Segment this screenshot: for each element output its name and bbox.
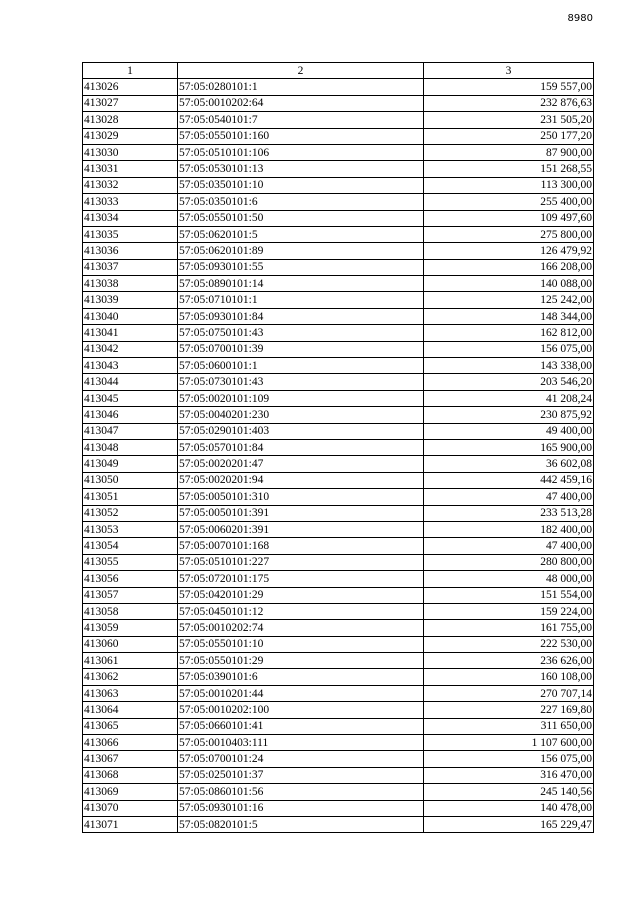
cadastral-number: 57:05:0510101:227 bbox=[178, 554, 424, 570]
cadastral-number: 57:05:0530101:13 bbox=[178, 161, 424, 177]
cadastral-value: 233 513,28 bbox=[424, 505, 594, 521]
cadastral-number: 57:05:0010202:64 bbox=[178, 95, 424, 111]
row-number: 413069 bbox=[83, 784, 178, 800]
cadastral-value: 227 169,80 bbox=[424, 702, 594, 718]
cadastral-value: 166 208,00 bbox=[424, 259, 594, 275]
cadastral-value: 165 229,47 bbox=[424, 816, 594, 832]
cadastral-value: 140 088,00 bbox=[424, 276, 594, 292]
cadastral-value: 245 140,56 bbox=[424, 784, 594, 800]
cadastral-number: 57:05:0010403:111 bbox=[178, 735, 424, 751]
cadastral-number: 57:05:0350101:10 bbox=[178, 177, 424, 193]
cadastral-value: 47 400,00 bbox=[424, 489, 594, 505]
row-number: 413041 bbox=[83, 325, 178, 341]
cadastral-value: 230 875,92 bbox=[424, 407, 594, 423]
cadastral-number: 57:05:0010201:44 bbox=[178, 685, 424, 701]
cadastral-number: 57:05:0930101:55 bbox=[178, 259, 424, 275]
cadastral-number: 57:05:0750101:43 bbox=[178, 325, 424, 341]
cadastral-value: 125 242,00 bbox=[424, 292, 594, 308]
table-row bbox=[83, 341, 594, 357]
row-number: 413068 bbox=[83, 767, 178, 783]
cadastral-value: 87 900,00 bbox=[424, 144, 594, 160]
cadastral-value: 270 707,14 bbox=[424, 685, 594, 701]
table-row bbox=[83, 374, 594, 390]
row-number: 413046 bbox=[83, 407, 178, 423]
row-number: 413042 bbox=[83, 341, 178, 357]
cadastral-number: 57:05:0020201:47 bbox=[178, 456, 424, 472]
row-number: 413051 bbox=[83, 489, 178, 505]
row-number: 413047 bbox=[83, 423, 178, 439]
cadastral-value: 442 459,16 bbox=[424, 472, 594, 488]
cadastral-number: 57:05:0280101:1 bbox=[178, 79, 424, 95]
row-number: 413049 bbox=[83, 456, 178, 472]
cadastral-number: 57:05:0350101:6 bbox=[178, 194, 424, 210]
column-header-2: 2 bbox=[178, 63, 424, 79]
cadastral-number: 57:05:0700101:24 bbox=[178, 751, 424, 767]
cadastral-value: 151 554,00 bbox=[424, 587, 594, 603]
table-row bbox=[83, 489, 594, 505]
row-number: 413028 bbox=[83, 112, 178, 128]
table-row bbox=[83, 95, 594, 111]
table-row bbox=[83, 177, 594, 193]
table-row bbox=[83, 718, 594, 734]
cadastral-value: 41 208,24 bbox=[424, 390, 594, 406]
table-row bbox=[83, 620, 594, 636]
table-row bbox=[83, 210, 594, 226]
table-row bbox=[83, 79, 594, 95]
registry-table bbox=[82, 62, 594, 833]
cadastral-number: 57:05:0060201:391 bbox=[178, 521, 424, 537]
table-row bbox=[83, 554, 594, 570]
row-number: 413026 bbox=[83, 79, 178, 95]
row-number: 413040 bbox=[83, 308, 178, 324]
table-row bbox=[83, 161, 594, 177]
row-number: 413039 bbox=[83, 292, 178, 308]
table-row bbox=[83, 521, 594, 537]
row-number: 413036 bbox=[83, 243, 178, 259]
cadastral-number: 57:05:0660101:41 bbox=[178, 718, 424, 734]
cadastral-number: 57:05:0450101:12 bbox=[178, 603, 424, 619]
cadastral-value: 160 108,00 bbox=[424, 669, 594, 685]
cadastral-value: 250 177,20 bbox=[424, 128, 594, 144]
row-number: 413034 bbox=[83, 210, 178, 226]
row-number: 413056 bbox=[83, 571, 178, 587]
table-row bbox=[83, 505, 594, 521]
column-header-1: 1 bbox=[83, 63, 178, 79]
table-row bbox=[83, 194, 594, 210]
row-number: 413065 bbox=[83, 718, 178, 734]
cadastral-number: 57:05:0730101:43 bbox=[178, 374, 424, 390]
cadastral-number: 57:05:0620101:89 bbox=[178, 243, 424, 259]
row-number: 413032 bbox=[83, 177, 178, 193]
cadastral-value: 232 876,63 bbox=[424, 95, 594, 111]
cadastral-number: 57:05:0550101:29 bbox=[178, 653, 424, 669]
row-number: 413053 bbox=[83, 521, 178, 537]
row-number: 413066 bbox=[83, 735, 178, 751]
table-row bbox=[83, 800, 594, 816]
cadastral-number: 57:05:0860101:56 bbox=[178, 784, 424, 800]
cadastral-value: 316 470,00 bbox=[424, 767, 594, 783]
table-row bbox=[83, 587, 594, 603]
table-row bbox=[83, 735, 594, 751]
cadastral-number: 57:05:0550101:50 bbox=[178, 210, 424, 226]
cadastral-number: 57:05:0290101:403 bbox=[178, 423, 424, 439]
row-number: 413031 bbox=[83, 161, 178, 177]
cadastral-value: 165 900,00 bbox=[424, 439, 594, 455]
row-number: 413044 bbox=[83, 374, 178, 390]
table-row bbox=[83, 308, 594, 324]
cadastral-value: 156 075,00 bbox=[424, 341, 594, 357]
cadastral-value: 156 075,00 bbox=[424, 751, 594, 767]
table-row bbox=[83, 685, 594, 701]
row-number: 413037 bbox=[83, 259, 178, 275]
cadastral-number: 57:05:0620101:5 bbox=[178, 226, 424, 242]
cadastral-value: 36 602,08 bbox=[424, 456, 594, 472]
cadastral-number: 57:05:0420101:29 bbox=[178, 587, 424, 603]
row-number: 413063 bbox=[83, 685, 178, 701]
table-row bbox=[83, 751, 594, 767]
table-body bbox=[83, 79, 594, 833]
cadastral-value: 159 557,00 bbox=[424, 79, 594, 95]
cadastral-number: 57:05:0550101:10 bbox=[178, 636, 424, 652]
cadastral-value: 159 224,00 bbox=[424, 603, 594, 619]
cadastral-number: 57:05:0390101:6 bbox=[178, 669, 424, 685]
cadastral-value: 1 107 600,00 bbox=[424, 735, 594, 751]
cadastral-value: 255 400,00 bbox=[424, 194, 594, 210]
table-row bbox=[83, 325, 594, 341]
cadastral-number: 57:05:0700101:39 bbox=[178, 341, 424, 357]
table-row bbox=[83, 128, 594, 144]
column-header-3: 3 bbox=[424, 63, 594, 79]
table-row bbox=[83, 358, 594, 374]
cadastral-number: 57:05:0570101:84 bbox=[178, 439, 424, 455]
row-number: 413060 bbox=[83, 636, 178, 652]
table-row bbox=[83, 226, 594, 242]
cadastral-value: 109 497,60 bbox=[424, 210, 594, 226]
cadastral-number: 57:05:0890101:14 bbox=[178, 276, 424, 292]
table-header-row bbox=[83, 63, 594, 79]
table-row bbox=[83, 423, 594, 439]
cadastral-number: 57:05:0550101:160 bbox=[178, 128, 424, 144]
row-number: 413064 bbox=[83, 702, 178, 718]
row-number: 413050 bbox=[83, 472, 178, 488]
table-row bbox=[83, 571, 594, 587]
cadastral-value: 203 546,20 bbox=[424, 374, 594, 390]
row-number: 413062 bbox=[83, 669, 178, 685]
table-row bbox=[83, 603, 594, 619]
table-row bbox=[83, 538, 594, 554]
table-row bbox=[83, 636, 594, 652]
row-number: 413052 bbox=[83, 505, 178, 521]
row-number: 413048 bbox=[83, 439, 178, 455]
cadastral-value: 148 344,00 bbox=[424, 308, 594, 324]
cadastral-number: 57:05:0710101:1 bbox=[178, 292, 424, 308]
cadastral-number: 57:05:0020101:109 bbox=[178, 390, 424, 406]
cadastral-value: 151 268,55 bbox=[424, 161, 594, 177]
cadastral-number: 57:05:0010202:74 bbox=[178, 620, 424, 636]
cadastral-number: 57:05:0020201:94 bbox=[178, 472, 424, 488]
cadastral-value: 113 300,00 bbox=[424, 177, 594, 193]
cadastral-value: 222 530,00 bbox=[424, 636, 594, 652]
table-row bbox=[83, 243, 594, 259]
row-number: 413061 bbox=[83, 653, 178, 669]
row-number: 413033 bbox=[83, 194, 178, 210]
cadastral-number: 57:05:0050101:310 bbox=[178, 489, 424, 505]
cadastral-number: 57:05:0540101:7 bbox=[178, 112, 424, 128]
row-number: 413043 bbox=[83, 358, 178, 374]
table-row bbox=[83, 767, 594, 783]
table-row bbox=[83, 259, 594, 275]
table-row bbox=[83, 292, 594, 308]
page-number: 8980 bbox=[567, 13, 593, 24]
cadastral-number: 57:05:0510101:106 bbox=[178, 144, 424, 160]
cadastral-number: 57:05:0930101:16 bbox=[178, 800, 424, 816]
cadastral-number: 57:05:0040201:230 bbox=[178, 407, 424, 423]
row-number: 413054 bbox=[83, 538, 178, 554]
table-row bbox=[83, 276, 594, 292]
table-row bbox=[83, 669, 594, 685]
cadastral-value: 161 755,00 bbox=[424, 620, 594, 636]
cadastral-number: 57:05:0720101:175 bbox=[178, 571, 424, 587]
row-number: 413071 bbox=[83, 816, 178, 832]
row-number: 413070 bbox=[83, 800, 178, 816]
row-number: 413038 bbox=[83, 276, 178, 292]
cadastral-value: 231 505,20 bbox=[424, 112, 594, 128]
cadastral-value: 47 400,00 bbox=[424, 538, 594, 554]
table-row bbox=[83, 816, 594, 832]
cadastral-number: 57:05:0070101:168 bbox=[178, 538, 424, 554]
cadastral-number: 57:05:0050101:391 bbox=[178, 505, 424, 521]
row-number: 413035 bbox=[83, 226, 178, 242]
cadastral-value: 311 650,00 bbox=[424, 718, 594, 734]
cadastral-value: 162 812,00 bbox=[424, 325, 594, 341]
cadastral-value: 236 626,00 bbox=[424, 653, 594, 669]
table-row bbox=[83, 390, 594, 406]
table-row bbox=[83, 144, 594, 160]
cadastral-number: 57:05:0250101:37 bbox=[178, 767, 424, 783]
cadastral-value: 182 400,00 bbox=[424, 521, 594, 537]
cadastral-number: 57:05:0820101:5 bbox=[178, 816, 424, 832]
cadastral-value: 140 478,00 bbox=[424, 800, 594, 816]
cadastral-value: 48 000,00 bbox=[424, 571, 594, 587]
cadastral-number: 57:05:0930101:84 bbox=[178, 308, 424, 324]
row-number: 413059 bbox=[83, 620, 178, 636]
row-number: 413027 bbox=[83, 95, 178, 111]
table-row bbox=[83, 112, 594, 128]
table-row bbox=[83, 456, 594, 472]
row-number: 413045 bbox=[83, 390, 178, 406]
row-number: 413067 bbox=[83, 751, 178, 767]
table-row bbox=[83, 407, 594, 423]
cadastral-value: 126 479,92 bbox=[424, 243, 594, 259]
row-number: 413030 bbox=[83, 144, 178, 160]
cadastral-number: 57:05:0010202:100 bbox=[178, 702, 424, 718]
cadastral-value: 143 338,00 bbox=[424, 358, 594, 374]
table-row bbox=[83, 653, 594, 669]
table-row bbox=[83, 439, 594, 455]
cadastral-value: 280 800,00 bbox=[424, 554, 594, 570]
row-number: 413055 bbox=[83, 554, 178, 570]
row-number: 413058 bbox=[83, 603, 178, 619]
cadastral-number: 57:05:0600101:1 bbox=[178, 358, 424, 374]
cadastral-value: 49 400,00 bbox=[424, 423, 594, 439]
row-number: 413057 bbox=[83, 587, 178, 603]
table-row bbox=[83, 784, 594, 800]
cadastral-value: 275 800,00 bbox=[424, 226, 594, 242]
table-row bbox=[83, 702, 594, 718]
table-row bbox=[83, 472, 594, 488]
row-number: 413029 bbox=[83, 128, 178, 144]
